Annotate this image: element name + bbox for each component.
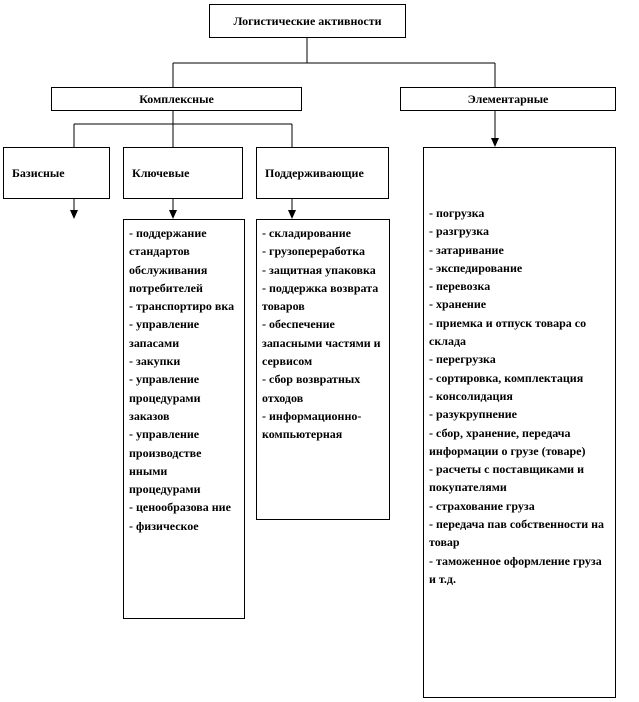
list-item: - поддержка возврата товаров: [262, 280, 379, 314]
list-item: - поддержание стандартов обслуживания потребителей: [129, 226, 208, 295]
supporting-node: [256, 147, 389, 199]
key-label: Ключевые: [132, 165, 190, 180]
list-item: - сортировка, комплектация: [429, 370, 584, 385]
list-item: - экспедирование: [429, 260, 523, 275]
complex-label: Комплексные: [139, 91, 214, 106]
list-item: - транспортиро вка: [129, 299, 235, 314]
root-node: [209, 4, 406, 38]
elementary-node: [400, 87, 616, 111]
list-item: - разукрупнение: [429, 407, 517, 422]
list-item: - управление производстве нными процедурами: [129, 427, 202, 497]
elementary-arrow-head: [491, 138, 499, 147]
list-item: - разгрузка: [429, 224, 490, 239]
key-activities-list: [123, 219, 245, 619]
list-item: - сбор возвратных отходов: [262, 372, 361, 405]
key-node: [123, 147, 243, 199]
elementary-label: Элементарные: [467, 91, 549, 106]
supporting-label: Поддерживающие: [265, 165, 364, 180]
basic-label: Базисные: [12, 165, 65, 180]
elementary-activities-list: [423, 147, 616, 698]
list-item: - расчеты с поставщиками и покупателями: [429, 462, 584, 495]
key-arrow-head: [169, 210, 177, 219]
list-item: - ценообразова ние: [129, 500, 231, 515]
list-item: - информационно-компьютерная: [262, 408, 362, 442]
complex-node: [51, 87, 302, 111]
basic-arrow-head: [70, 210, 78, 219]
list-item: - погрузка: [429, 206, 485, 220]
list-item: - обеспечение запасными частями и сервисом: [262, 317, 381, 369]
list-item: - закупки: [129, 354, 181, 369]
supporting-activities-list: [256, 219, 390, 520]
list-item: - таможенное оформление груза и т.д.: [429, 553, 602, 586]
list-item: - складирование: [262, 226, 351, 240]
list-item: - защитная упаковка: [262, 262, 376, 277]
list-item: - приемка и отпуск товара со склада: [429, 315, 587, 349]
list-item: - управление запасами: [129, 317, 200, 350]
list-item: - консолидация: [429, 388, 513, 403]
list-item: - перевозка: [429, 279, 491, 294]
support-arrow-head: [288, 210, 296, 219]
list-item: - затаривание: [429, 242, 504, 257]
list-item: - страхование груза: [429, 498, 535, 513]
list-item: - сбор, хранение, передача информации о грузе (товаре): [429, 425, 586, 458]
list-item: - грузопереработка: [262, 244, 365, 259]
list-item: - перегрузка: [429, 352, 496, 367]
list-item: - управление процедурами заказов: [129, 372, 201, 423]
list-item: - физическое: [129, 518, 199, 533]
list-item: - хранение: [429, 297, 487, 312]
basic-node: [3, 147, 110, 199]
list-item: - передача пав собственности на товар: [429, 517, 605, 550]
root-title: Логистические активности: [233, 13, 382, 28]
